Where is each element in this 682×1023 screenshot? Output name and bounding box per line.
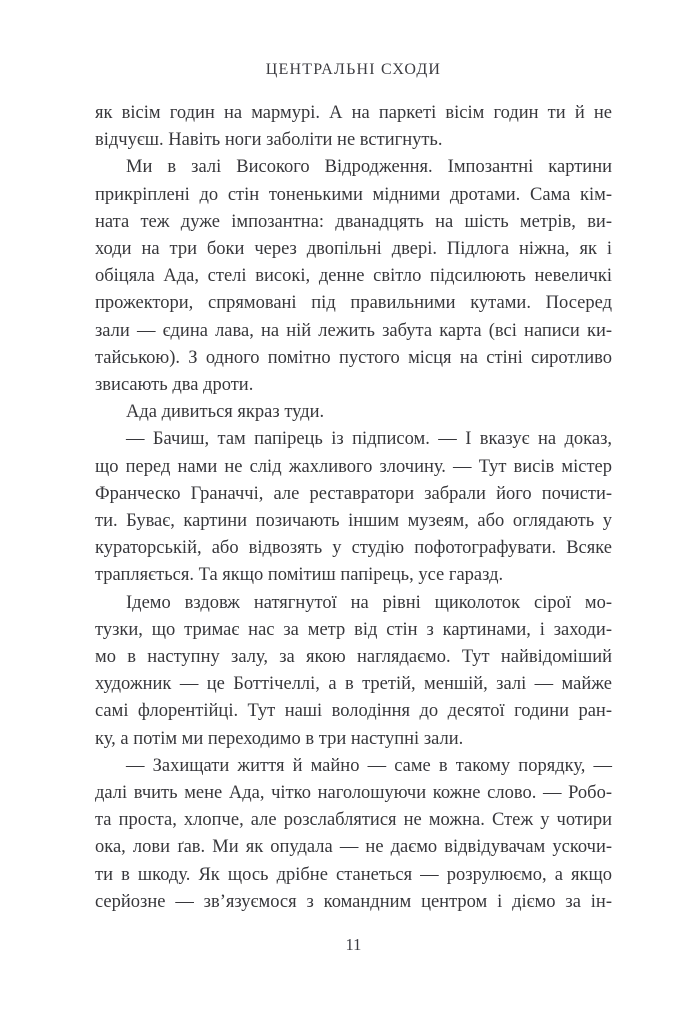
text-line: Франческо Граначчі, але реставратори забрали його почисти- xyxy=(95,483,612,504)
text-line: обіцяла Ада, стелі високі, денне світло підсилюють невеличкі xyxy=(95,266,612,287)
text-line: тайською). З одного помітно пустого місця на стіні сиротливо xyxy=(95,347,612,368)
text-line: звисають два дроти. xyxy=(95,375,254,396)
text-line: — Бачиш, там папірець із підписом. — І вказує на доказ, xyxy=(126,429,612,450)
text-line: ти в шкоду. Як щось дрібне станеться — розрулюємо, а якщо xyxy=(95,864,612,885)
text-block xyxy=(95,100,612,916)
text-line: ната теж дуже імпозантна: дванадцять на шість метрів, ви- xyxy=(95,211,612,232)
text-line: — Захищати життя й майно — саме в такому порядку, — xyxy=(126,755,612,776)
text-line: трапляється. Та якщо помітиш папірець, усе гаразд. xyxy=(95,565,504,586)
text-line: прожектори, спрямовані під правильними кутами. Посеред xyxy=(95,293,612,314)
text-line: зали — єдина лава, на ній лежить забута карта (всі написи ки- xyxy=(95,320,612,341)
text-line: що перед нами не слід жахливого злочину. — Тут висів містер xyxy=(95,456,612,477)
text-line: Ми в залі Високого Відродження. Імпозантні картини xyxy=(126,157,612,178)
text-line: тузки, що тримає нас за метр від стін з картинами, і заходи- xyxy=(95,619,612,640)
paragraph xyxy=(95,590,612,753)
paragraph xyxy=(95,753,612,916)
text-line: самі флорентійці. Тут наші володіння до десятої години ран- xyxy=(95,701,612,722)
running-header: ЦЕНТРАЛЬНІ СХОДИ xyxy=(265,61,442,78)
paragraph xyxy=(95,426,612,589)
text-line: відчуєш. Навіть ноги заболіти не встигнуть. xyxy=(95,130,443,151)
text-line: прикріплені до стін тоненькими мідними дротами. Сама кім- xyxy=(95,184,612,205)
paragraph xyxy=(95,100,612,154)
text-line: ока, лови ґав. Ми як опудала — не даємо відвідувачам ускочи- xyxy=(95,837,612,858)
text-line: далі вчить мене Ада, чітко наголошуючи кожне слово. — Робо- xyxy=(95,783,612,804)
paragraph xyxy=(95,399,612,426)
text-line: Ада дивиться якраз туди. xyxy=(126,402,325,423)
text-line: Ідемо вздовж натягнутої на рівні щиколоток сірої мо- xyxy=(126,592,612,613)
text-line: як вісім годин на мармурі. А на паркеті вісім годин ти й не xyxy=(95,103,612,123)
text-line: серйозне — зв’язуємося з командним центром і діємо за ін- xyxy=(95,891,612,912)
page-number: 11 xyxy=(345,935,362,954)
text-line: мо в наступну залу, за якою наглядаємо. Тут найвідоміший xyxy=(95,647,612,668)
text-line: кураторській, або відвозять у студію пофотографувати. Всяке xyxy=(95,538,612,559)
text-line: та проста, хлопче, але розслаблятися не можна. Стеж у чотири xyxy=(95,810,612,831)
paragraph xyxy=(95,154,612,399)
text-line: ку, а потім ми переходимо в три наступні зали. xyxy=(95,728,464,749)
text-line: художник — це Боттічеллі, а в третій, меншій, залі — майже xyxy=(95,674,612,695)
text-line: ходи на три боки через двопільні двері. Підлога ніжна, як і xyxy=(95,239,612,260)
text-line: ти. Буває, картини позичають іншим музеям, або оглядають у xyxy=(95,511,612,532)
